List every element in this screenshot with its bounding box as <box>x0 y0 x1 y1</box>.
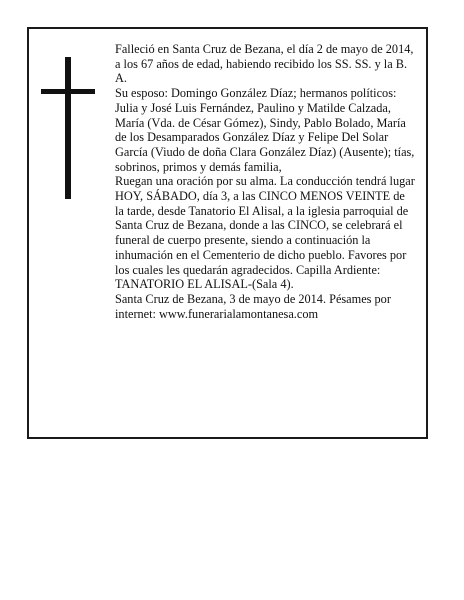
cross-horizontal-bar <box>41 89 95 94</box>
death-announcement: Falleció en Santa Cruz de Bezana, el día 2 de mayo de 2014, a los 67 años de edad, habiendo recibido los SS. SS. y la B. A. <box>115 42 414 86</box>
closing-line: Santa Cruz de Bezana, 3 de mayo de 2014. Pésames por internet: www.funerarialamontanesa.com <box>115 291 391 321</box>
latin-cross-icon <box>41 57 95 199</box>
family-list: Su esposo: Domingo González Díaz; hermanos políticos: Julia y José Luis Fernández, Paulino y Matilde Calzada, María (Vda. de César Gómez), Sindy, Pablo Bolado, María de los Desamparados González Díaz y Felipe Del Solar García (Viudo de doña Clara González Díaz) (Ausente); tías, sobrinos, primos y demás familia, <box>115 86 415 174</box>
funeral-details: Ruegan una oración por su alma. La conducción tendrá lugar HOY, SÁBADO, día 3, a las CINCO MENOS VEINTE de la tarde, desde Tanatorio El Alisal, a la iglesia parroquial de Santa Cruz de Bezana, donde a las CINCO, se celebrará el funeral de cuerpo presente, siendo a continuación la inhumación en el Cementerio de dicho pueblo. Favores por los cuales les quedarán agradecidos. Capilla Ardiente: TANATORIO EL ALISAL-(Sala 4). <box>115 174 415 292</box>
obituary-notice <box>27 27 428 439</box>
cross-vertical-bar <box>65 57 71 199</box>
notice-text <box>115 42 415 321</box>
